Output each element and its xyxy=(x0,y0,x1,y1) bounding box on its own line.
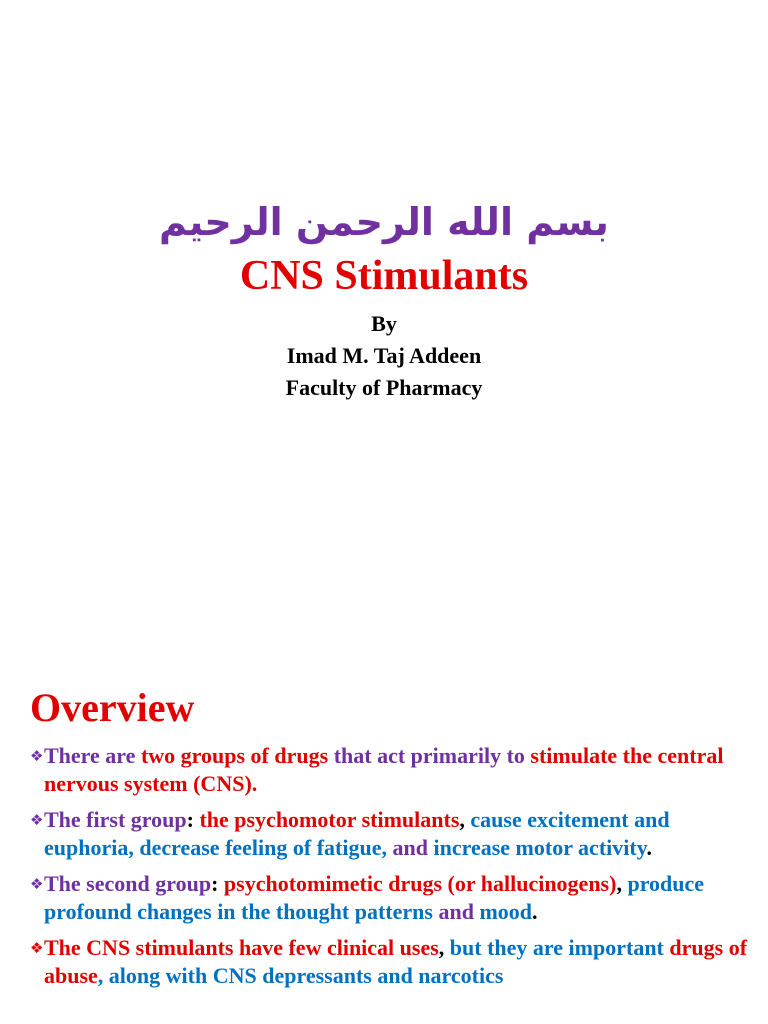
bullet-text-segment: and xyxy=(392,835,434,860)
overview-bullet xyxy=(30,870,750,926)
bullet-text-segment: The first group xyxy=(44,807,187,832)
bullet-text-segment: , xyxy=(616,871,628,896)
bullet-text-segment: that act primarily to xyxy=(333,743,531,768)
bullet-text-segment: : xyxy=(211,871,224,896)
bullet-text-segment: , xyxy=(438,935,450,960)
diamond-bullet-icon: ❖ xyxy=(30,811,44,829)
overview-bullet xyxy=(30,934,750,990)
title-block xyxy=(0,198,768,404)
diamond-bullet-icon: ❖ xyxy=(30,747,44,765)
bullet-text-segment: : xyxy=(186,807,200,832)
author-name: Imad M. Taj Addeen xyxy=(286,343,482,368)
bullet-text-segment: drugs of abuse xyxy=(44,935,748,988)
diamond-bullet-icon: ❖ xyxy=(30,875,44,893)
bullet-text-segment: and xyxy=(438,899,480,924)
bullet-text-segment: . xyxy=(646,835,652,860)
bullet-text-segment: mood xyxy=(479,899,532,924)
bullet-text-segment: psychotomimetic drugs (or hallucinogens) xyxy=(223,871,617,896)
author-affiliation: Faculty of Pharmacy xyxy=(285,375,483,400)
overview-slide xyxy=(0,576,768,1024)
overview-bullet-list xyxy=(30,742,750,998)
bullet-text-segment: The second group xyxy=(44,871,212,896)
presentation-title: CNS Stimulants xyxy=(239,253,529,299)
basmala-text: بسم الله الرحمن الرحيم xyxy=(159,200,609,244)
overview-heading: Overview xyxy=(30,685,195,730)
diamond-bullet-icon: ❖ xyxy=(30,939,44,957)
bullet-text-segment: , along with CNS depressants and narcotics xyxy=(97,963,504,988)
bullet-text-segment: two groups of drugs xyxy=(140,743,334,768)
bullet-text-segment: . xyxy=(532,899,538,924)
bullet-text-segment: but they are important xyxy=(449,935,670,960)
bullet-text-segment: produce profound changes in the thought patterns xyxy=(44,871,705,924)
bullet-text-segment: , xyxy=(459,807,471,832)
bullet-text-segment: increase motor activity xyxy=(433,835,647,860)
bullet-text-segment: cause excitement and euphoria, decrease feeling of fatigue, xyxy=(44,807,670,860)
bullet-text-segment: stimulate the central nervous system (CNS). xyxy=(44,743,724,796)
bullet-text-segment: There are xyxy=(44,743,141,768)
bullet-text-segment: the psychomotor stimulants xyxy=(199,807,460,832)
bullet-text-segment: The CNS stimulants have few clinical uses xyxy=(44,935,439,960)
overview-bullet xyxy=(30,806,750,862)
byline-by: By xyxy=(371,311,397,336)
overview-bullet xyxy=(30,742,750,798)
